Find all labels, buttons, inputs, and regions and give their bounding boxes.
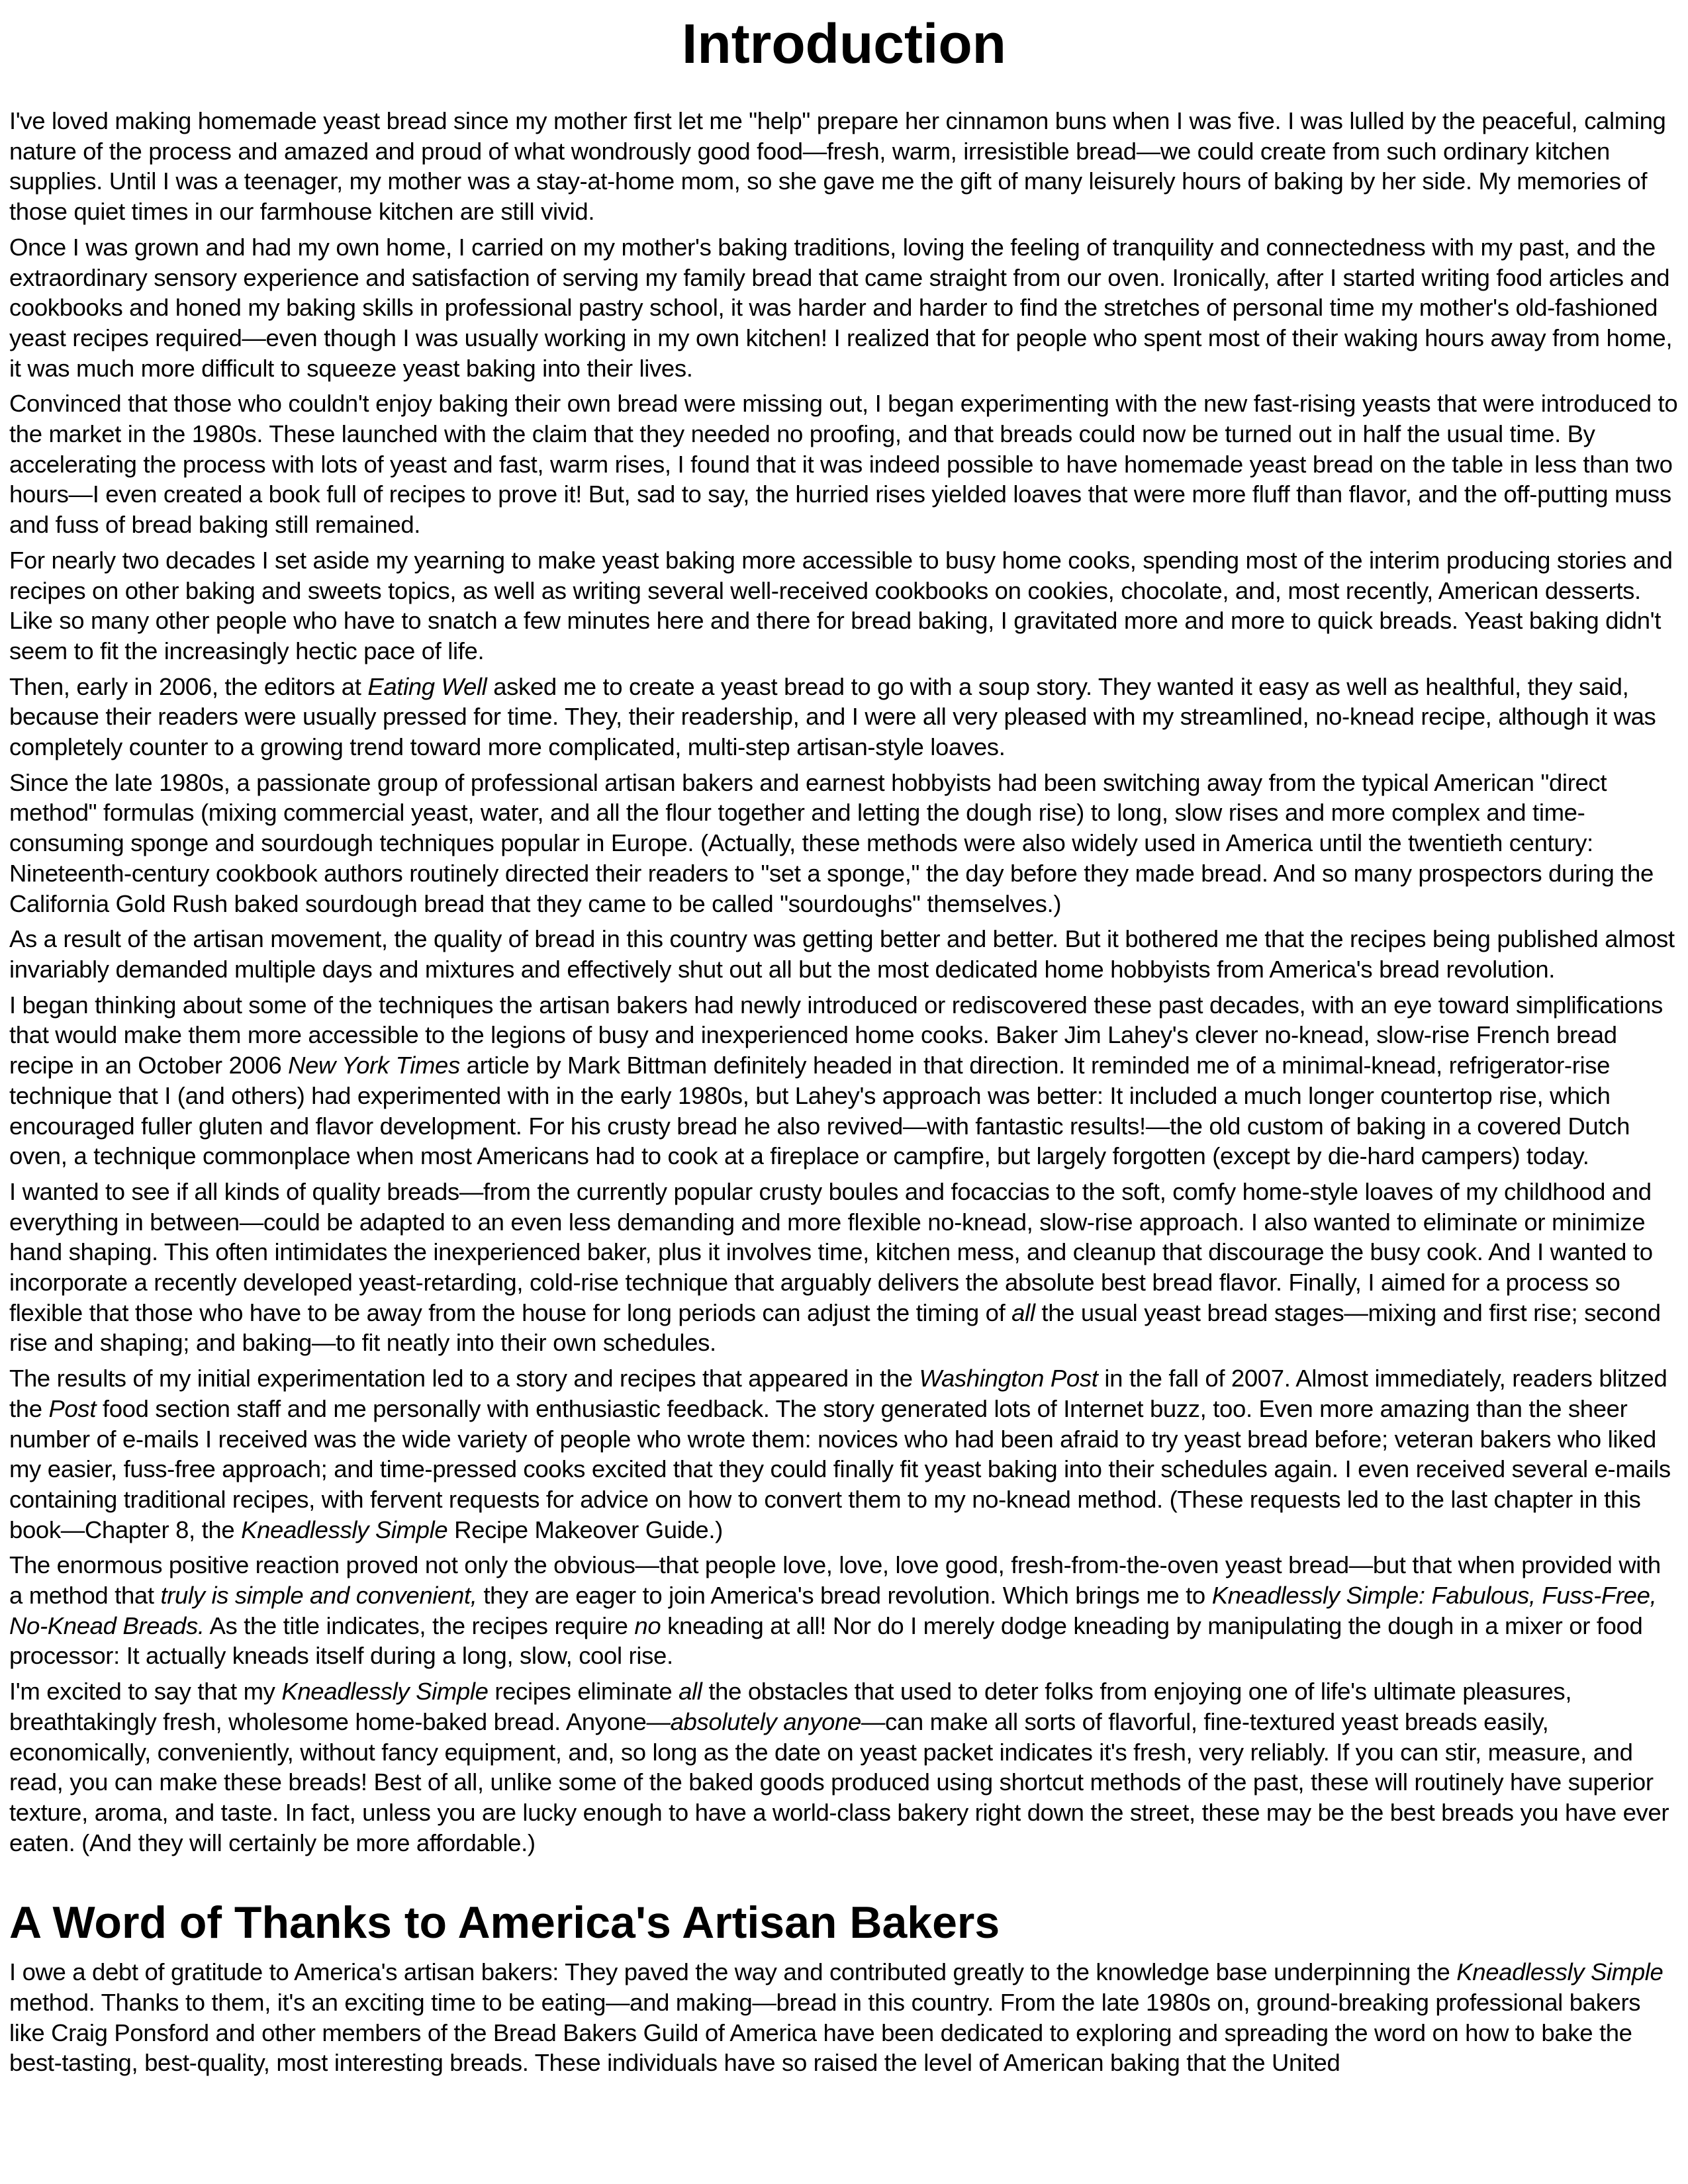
introduction-body	[9, 106, 1679, 1858]
paragraph	[9, 672, 1679, 762]
text-run: Then, early in 2006, the editors at	[9, 672, 368, 700]
text-run: I owe a debt of gratitude to America's artisan bakers: They paved the way and contributed greatly to the knowledge base underpinning the	[9, 1958, 1457, 1986]
text-run: As the title indicates, the recipes require	[204, 1612, 635, 1639]
italic-text: Kneadlessly Simple	[281, 1678, 489, 1706]
text-run: kneading at all! Nor do I merely dodge kneading by manipulating the dough in a mixer or food processor: It actually kneads itself during a long, slow, cool rise.	[9, 1612, 1643, 1670]
text-run: the obstacles that used to deter folks from enjoying one of life's ultimate pleasures, breathtakingly fresh, wholesome home-baked bread. Anyone—	[9, 1678, 1572, 1735]
document-page	[9, 0, 1679, 2184]
text-run: Since the late 1980s, a passionate group of professional artisan bakers and earnest hobbyists had been switching away from the typical American "direct method" formulas (mixing commercial yeast, water, and all the flour together and letting the dough rise) to long, slow rises and more complex and time-consuming sponge and sourdough techniques popular in Europe. (Actually, these methods were also widely used in America until the twentieth century: Nineteenth-century cookbook authors routinely directed their readers to "set a sponge," the day before they made bread. And so many prospectors during the California Gold Rush baked sourdough bread that they came to be called "sourdoughs" themselves.)	[9, 768, 1654, 917]
text-run: food section staff and me personally with enthusiastic feedback. The story generated lots of Internet buzz, too. Even more amazing than the sheer number of e-mails I received was the wide variety of people who wrote them: novices who had been afraid to try yeast bread before; veteran bakers who liked my easier, fuss-free approach; and time-pressed cooks excited that they could finally fit yeast baking into their schedules again. I even received several e-mails containing traditional recipes, with fervent requests for advice on how to convert them to my no-knead method. (These requests led to the last chapter in this book—Chapter 8, the	[9, 1394, 1671, 1543]
page-title: Introduction	[682, 13, 1006, 75]
italic-text: Post	[48, 1394, 97, 1422]
italic-text: Eating Well	[367, 672, 487, 700]
italic-text: truly is simple and convenient,	[160, 1582, 477, 1610]
paragraph	[9, 1363, 1679, 1545]
paragraph	[9, 1676, 1679, 1858]
text-run: in the fall of 2007. Almost immediately, readers blitzed the	[9, 1365, 1667, 1422]
text-run: —can make all sorts of flavorful, fine-textured yeast breads easily, economically, conveniently, without fancy equipment, and, so long as the date on yeast packet indicates it's fresh, very reliably. If you can stir, measure, and read, you can make these breads! Best of all, unlike some of the baked goods produced using shortcut methods of the past, these will routinely have superior texture, aroma, and taste. In fact, unless you are lucky enough to have a world-class bakery right down the street, these may be the best breads you have ever eaten. (And they will certainly be more affordable.)	[9, 1707, 1669, 1856]
text-run: Recipe Makeover Guide.)	[447, 1516, 723, 1543]
text-run: the usual yeast bread stages—mixing and first rise; second rise and shaping; and baking—to fit neatly into their own schedules.	[9, 1298, 1661, 1357]
paragraph	[9, 1957, 1679, 2078]
text-run: asked me to create a yeast bread to go with a soup story. They wanted it easy as well as healthful, they said, because their readers were usually pressed for time. They, their readership, and I were all very pleased with my streamlined, no-knead recipe, although it was completely counter to a growing trend toward more complicated, multi-step artisan-style loaves.	[9, 672, 1656, 761]
text-run: they are eager to join America's bread revolution. Which brings me to	[477, 1582, 1212, 1610]
italic-text: New York Times	[288, 1052, 460, 1079]
text-run: I wanted to see if all kinds of quality breads—from the currently popular crusty boules and focaccias to the soft, comfy home-style loaves of my childhood and everything in between—could be adapted to an even less demanding and more flexible no-knead, slow-rise approach. I also wanted to eliminate or minimize hand shaping. This often intimidates the inexperienced baker, plus it involves time, kitchen mess, and cleanup that discourage the busy cook. And I wanted to incorporate a recently developed yeast-retarding, cold-rise technique that arguably delivers the absolute best bread flavor. Finally, I aimed for a process so flexible that those who have to be away from the house for long periods can adjust the timing of	[9, 1177, 1653, 1326]
paragraph	[9, 388, 1679, 540]
text-run: Once I was grown and had my own home, I carried on my mother's baking traditions, loving the feeling of tranquility and connectedness with my past, and the extraordinary sensory experience and satisfaction of serving my family bread that came straight from our oven. Ironically, after I started writing food articles and cookbooks and honed my baking skills in professional pastry school, it was harder and harder to find the stretches of personal time my mother's old-fashioned yeast recipes required—even though I was usually working in my own kitchen! I realized that for people who spent most of their waking hours away from home, it was much more difficult to squeeze yeast baking into their lives.	[9, 233, 1673, 382]
paragraph	[9, 106, 1679, 227]
italic-text: Kneadlessly Simple	[1456, 1958, 1664, 1986]
section-heading: A Word of Thanks to America's Artisan Bakers	[9, 1897, 1000, 1948]
text-run: recipes eliminate	[488, 1678, 679, 1706]
text-run: I'm excited to say that my	[9, 1678, 282, 1706]
text-run: The enormous positive reaction proved not only the obvious—that people love, love, love good, fresh-from-the-oven yeast bread—but that when provided with a method that	[9, 1551, 1661, 1610]
text-run: method. Thanks to them, it's an exciting time to be eating—and making—bread in this country. From the late 1980s on, ground-breaking professional bakers like Craig Ponsford and other members of the Bread Bakers Guild of America have been dedicated to exploring and spreading the word on how to bake the best-tasting, best-quality, most interesting breads. These individuals have so raised the level of American baking that the United	[9, 1989, 1641, 2077]
section-body	[9, 1957, 1679, 2078]
text-run: I began thinking about some of the techniques the artisan bakers had newly introduced or rediscovered these past decades, with an eye toward simplifications that would make them more accessible to the legions of busy and inexperienced home cooks. Baker Jim Lahey's clever no-knead, slow-rise French bread recipe in an October 2006	[9, 991, 1663, 1079]
text-run: As a result of the artisan movement, the quality of bread in this country was getting better and better. But it bothered me that the recipes being published almost invariably demanded multiple days and mixtures and effectively shut out all but the most dedicated home hobbyists from America's bread revolution.	[9, 925, 1675, 983]
text-run: I've loved making homemade yeast bread since my mother first let me "help" prepare her cinnamon buns when I was five. I was lulled by the peaceful, calming nature of the process and amazed and proud of what wondrously good food—fresh, warm, irresistible bread—we could create from such ordinary kitchen supplies. Until I was a teenager, my mother was a stay-at-home mom, so she gave me the gift of many leisurely hours of baking by her side. My memories of those quiet times in our farmhouse kitchen are still vivid.	[9, 107, 1666, 226]
text-run: For nearly two decades I set aside my yearning to make yeast baking more accessible to busy home cooks, spending most of the interim producing stories and recipes on other baking and sweets topics, as well as writing several well-received cookbooks on cookies, chocolate, and, most recently, American desserts. Like so many other people who have to snatch a few minutes here and there for bread baking, I gravitated more and more to quick breads. Yeast baking didn't seem to fit the increasingly hectic pace of life.	[9, 546, 1673, 664]
italic-text: all	[1011, 1298, 1035, 1326]
italic-text: Kneadlessly Simple: Fabulous, Fuss-Free, No-Knead Breads.	[9, 1582, 1657, 1639]
paragraph	[9, 1550, 1679, 1671]
italic-text: no	[634, 1612, 661, 1639]
italic-text: absolutely anyone	[670, 1707, 861, 1735]
italic-text: Washington Post	[919, 1365, 1098, 1392]
italic-text: all	[679, 1678, 702, 1706]
text-run: The results of my initial experimentation led to a story and recipes that appeared in the	[9, 1365, 919, 1392]
italic-text: Kneadlessly Simple	[241, 1516, 448, 1543]
text-run: Convinced that those who couldn't enjoy baking their own bread were missing out, I began experimenting with the new fast-rising yeasts that were introduced to the market in the 1980s. These launched with the claim that they needed no proofing, and that breads could now be turned out in half the usual time. By accelerating the process with lots of yeast and fast, warm rises, I found that it was indeed possible to have homemade yeast bread on the table in less than two hours—I even created a book full of recipes to prove it! But, sad to say, the hurried rises yielded loaves that were more fluff than flavor, and the off-putting muss and fuss of bread baking still remained.	[9, 390, 1678, 539]
text-run: article by Mark Bittman definitely headed in that direction. It reminded me of a minimal-knead, refrigerator-rise technique that I (and others) had experimented with in the early 1980s, but Lahey's approach was better: It included a much longer countertop rise, which encouraged fuller gluten and flavor development. For his crusty bread he also revived—with fantastic results!—the old custom of baking in a covered Dutch oven, a technique commonplace when most Americans had to cook at a fireplace or campfire, but largely forgotten (except by die-hard campers) today.	[9, 1052, 1630, 1170]
paragraph	[9, 924, 1679, 984]
paragraph	[9, 1177, 1679, 1358]
paragraph	[9, 768, 1679, 919]
paragraph	[9, 232, 1679, 384]
paragraph	[9, 545, 1679, 666]
paragraph	[9, 990, 1679, 1171]
